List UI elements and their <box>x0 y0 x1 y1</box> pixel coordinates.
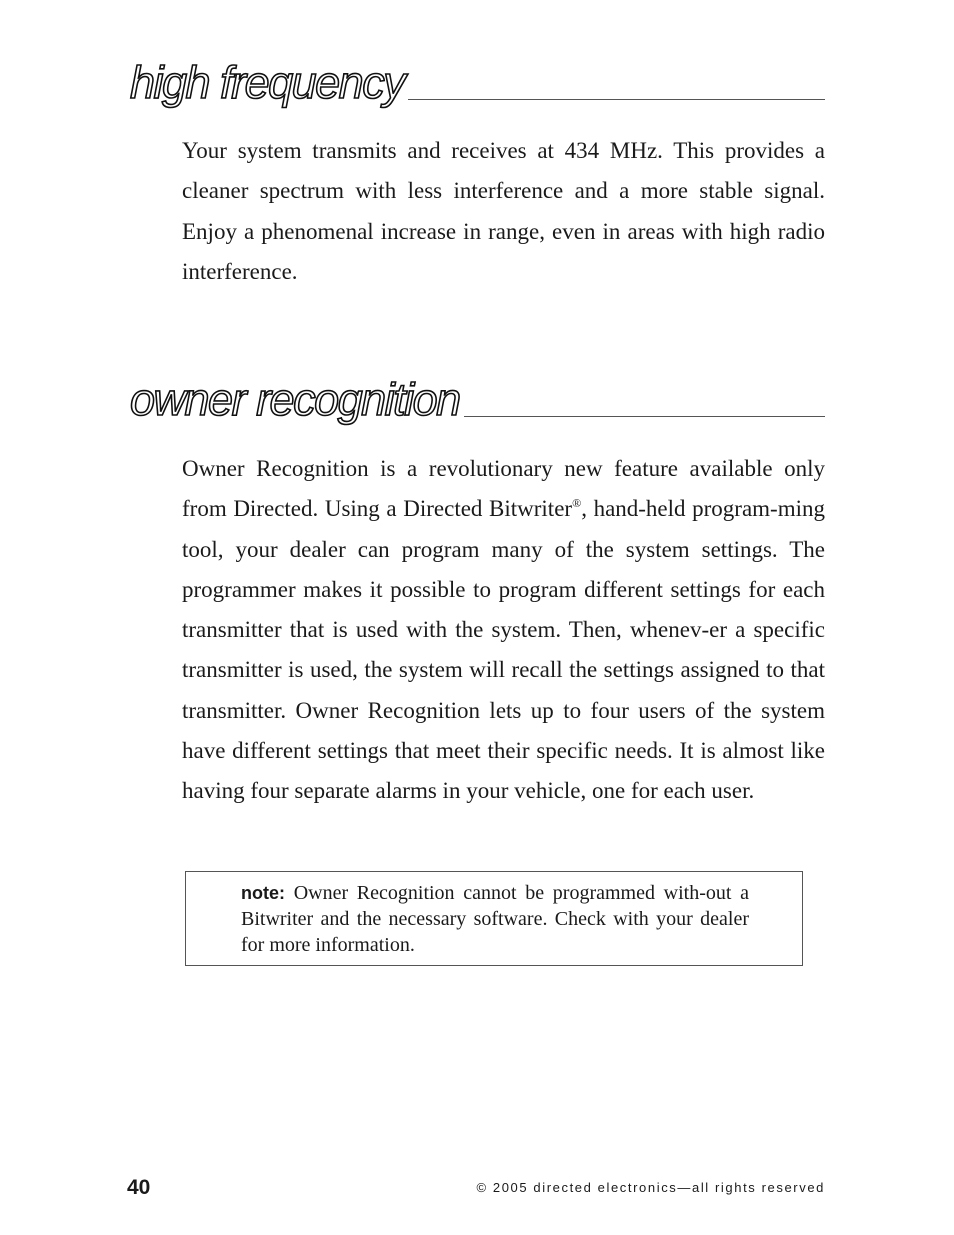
page-number: 40 <box>127 1176 151 1199</box>
note-content <box>241 880 749 958</box>
note-label: note: <box>241 883 285 903</box>
section-title: high frequency <box>130 60 408 105</box>
section-header-owner-recognition <box>130 374 825 425</box>
section-header-high-frequency <box>130 57 825 108</box>
high-frequency-paragraph: Your system transmits and receives at 434 MHz. This provides a cleaner spectrum with less interference and a more stable signal. Enjoy a phenomenal increase in range, even in areas with high radio interference. <box>182 138 825 284</box>
paragraph-text: , hand-held program-ming tool, your dealer can program many of the system settings. The programmer makes it possible to program different settings for each transmitter that is used with the system. Then, whenev-er a specific transmitter is used, the system will recall the settings assigned to that transmitter. Owner Recognition lets up to four users of the system have different settings that meet their specific needs. It is almost like having four separate alarms in your vehicle, one for each user. <box>182 496 825 804</box>
note-text: Owner Recognition cannot be programmed with-out a Bitwriter and the necessary software. Check with your dealer for more information. <box>241 882 749 956</box>
section-title: owner recognition <box>130 377 464 422</box>
registered-mark: ® <box>572 496 582 511</box>
paragraph-text: Owner Recognition is a revolutionary new feature available only from Directed. Using a Directed Bitwriter <box>182 456 825 522</box>
owner-recognition-paragraph <box>182 449 825 812</box>
note-box <box>185 871 803 966</box>
copyright-notice: © 2005 directed electronics—all rights reserved <box>476 1180 825 1195</box>
